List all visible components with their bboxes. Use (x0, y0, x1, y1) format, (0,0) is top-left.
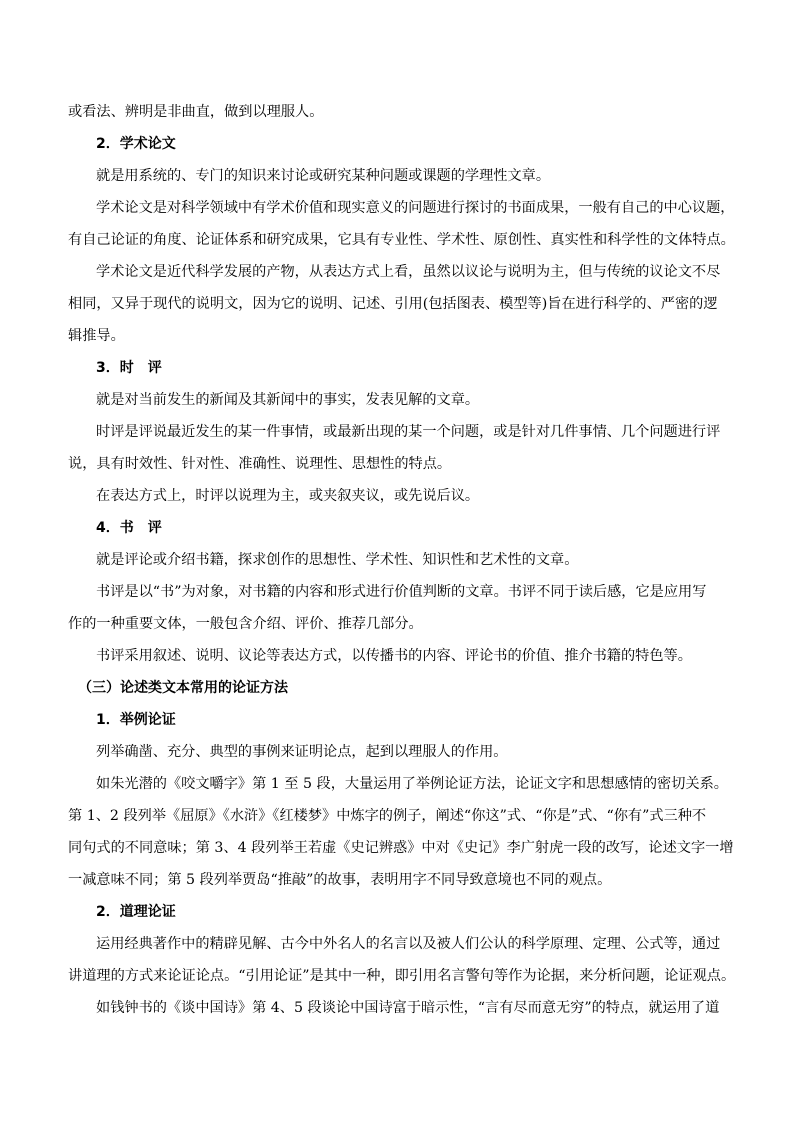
subheading-academic-paper: 2．学术论文 (96, 136, 176, 152)
paragraph-line: 列举确凿、充分、典型的事例来证明论点，起到以理服人的作用。 (96, 744, 508, 760)
paragraph-line: 有自己论证的角度、论证体系和研究成果，它具有专业性、学术性、原创性、真实性和科学性的文体特点。 (68, 232, 735, 248)
paragraph-line: 就是用系统的、专门的知识来讨论或研究某种问题或课题的学理性文章。 (96, 168, 551, 184)
paragraph-line: 相同，又异于现代的说明文，因为它的说明、记述、引用(包括图表、模型等)旨在进行科学的、严密的逻 (68, 296, 718, 312)
paragraph-line: 同句式的不同意味；第 3、4 段列举王若虚《史记辨惑》中对《史记》李广射虎一段的改写，论述文字一增 (68, 840, 734, 856)
paragraph-line: 辑推导。 (68, 328, 125, 344)
paragraph-line: 作的一种重要文体，一般包含介绍、评价、推荐几部分。 (68, 616, 423, 632)
paragraph-line: 就是对当前发生的新闻及其新闻中的事实，发表见解的文章。 (96, 392, 480, 408)
section-heading-argument-methods: （三）论述类文本常用的论证方法 (78, 680, 288, 696)
paragraph-line: 如钱钟书的《谈中国诗》第 4、5 段谈论中国诗富于暗示性，“言有尽而意无穷”的特点，就运用了道 (96, 1000, 720, 1016)
paragraph-line: 书评采用叙述、说明、议论等表达方式，以传播书的内容、评论书的价值、推介书籍的特色等。 (96, 648, 692, 664)
subheading-reasoning-argument: 2．道理论证 (96, 904, 176, 920)
paragraph-line: 在表达方式上，时评以说理为主，或夹叙夹议，或先说后议。 (96, 488, 480, 504)
subheading-commentary: 3．时 评 (96, 360, 162, 376)
paragraph-line: 学术论文是近代科学发展的产物，从表达方式上看，虽然以议论与说明为主，但与传统的议论文不尽 (96, 264, 721, 280)
subheading-book-review: 4．书 评 (96, 520, 162, 536)
paragraph-line: 或看法、辨明是非曲直，做到以理服人。 (68, 104, 324, 120)
paragraph-line: 时评是评说最近发生的某一件事情，或最新出现的某一个问题，或是针对几件事情、几个问题进行评 (96, 424, 721, 440)
paragraph-line: 运用经典著作中的精辟见解、古今中外名人的名言以及被人们公认的科学原理、定理、公式等，通过 (96, 936, 721, 952)
paragraph-line: 学术论文是对科学领域中有学术价值和现实意义的问题进行探讨的书面成果，一般有自己的中心议题， (96, 200, 735, 216)
paragraph-line: 第 1、2 段列举《屈原》《水浒》《红楼梦》中炼字的例子，阐述“你这”式、“你是”式、“你有”式三种不 (68, 808, 707, 824)
paragraph-line: 说，具有时效性、针对性、准确性、说理性、思想性的特点。 (68, 456, 452, 472)
paragraph-line: 就是评论或介绍书籍，探求创作的思想性、学术性、知识性和艺术性的文章。 (96, 552, 579, 568)
subheading-example-argument: 1．举例论证 (96, 712, 176, 728)
paragraph-line: 书评是以“书”为对象，对书籍的内容和形式进行价值判断的文章。书评不同于读后感，它是应用写 (96, 584, 707, 600)
paragraph-line: 讲道理的方式来论证论点。“引用论证”是其中一种，即引用名言警句等作为论据，来分析问题，论证观点。 (68, 968, 736, 984)
paragraph-line: 如朱光潜的《咬文嚼字》第 1 至 5 段，大量运用了举例论证方法，论证文字和思想感情的密切关系。 (96, 776, 728, 792)
paragraph-line: 一减意味不同；第 5 段列举贾岛“推敲”的故事，表明用字不同导致意境也不同的观点。 (68, 872, 612, 888)
